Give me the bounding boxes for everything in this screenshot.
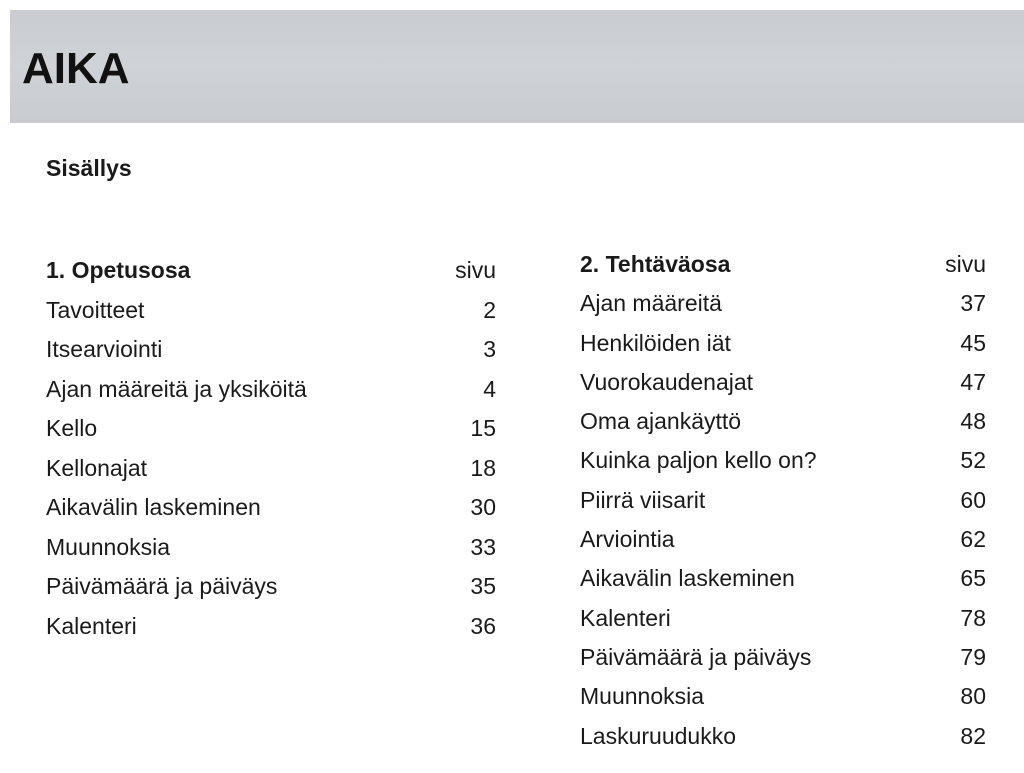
- toc-entry: [46, 370, 496, 410]
- page-title: AIKA: [22, 44, 130, 93]
- toc-entry: [46, 607, 496, 647]
- toc-entry: [46, 488, 496, 528]
- toc-entry-page: 35: [470, 573, 496, 599]
- toc-entry-page: 47: [960, 368, 986, 395]
- toc-entry-title: Henkilöiden iät: [580, 329, 731, 356]
- toc-entry-title: Itsearviointi: [46, 336, 163, 362]
- section-header: [46, 251, 496, 291]
- toc-entry: [580, 520, 986, 559]
- toc-entry-page: 80: [960, 683, 986, 710]
- toc-entry-title: Päivämäärä ja päiväys: [46, 573, 278, 599]
- toc-entry-title: Laskuruudukko: [580, 722, 736, 749]
- toc-entry-title: Kalenteri: [46, 612, 137, 639]
- toc-entry: [580, 481, 986, 520]
- page-column-label: sivu: [455, 257, 496, 283]
- toc-entry-page: 36: [470, 612, 496, 639]
- toc-entry: [580, 559, 986, 598]
- toc-entry-page: 33: [470, 533, 496, 560]
- toc-entry: [46, 449, 496, 489]
- toc-entry-page: 3: [483, 336, 496, 362]
- toc-entry-page: 18: [470, 454, 496, 481]
- toc-entry: [46, 409, 496, 449]
- toc-entry-page: 65: [960, 565, 986, 592]
- toc-entry: [580, 677, 986, 716]
- toc-entry-title: Kellonajat: [46, 454, 148, 481]
- toc-entry-title: Aikavälin laskeminen: [580, 565, 795, 592]
- toc-entry-page: 48: [960, 408, 986, 435]
- toc-entry: [580, 717, 986, 756]
- toc-entry-title: Arviointia: [580, 526, 675, 553]
- toc-entry: [580, 284, 986, 323]
- toc-entry: [580, 441, 986, 480]
- toc-heading: Sisällys: [46, 155, 132, 181]
- toc-entry: [46, 567, 496, 607]
- toc-entry-title: Päivämäärä ja päiväys: [580, 643, 812, 670]
- toc-entry-title: Kuinka paljon kello on?: [580, 447, 817, 474]
- toc-entry: [46, 291, 496, 331]
- section-title: 2. Tehtäväosa: [580, 251, 731, 277]
- toc-entry-title: Oma ajankäyttö: [580, 408, 742, 435]
- header-band: [10, 10, 1024, 123]
- section-title: 1. Opetusosa: [46, 257, 191, 283]
- toc-entry-title: Muunnoksia: [580, 683, 705, 710]
- toc-entry-title: Aikavälin laskeminen: [46, 494, 261, 520]
- toc-entry-page: 30: [470, 494, 496, 520]
- toc-entry: [580, 324, 986, 363]
- toc-entry-title: Vuorokaudenajat: [580, 368, 754, 395]
- toc-entry-title: Kello: [46, 415, 98, 441]
- toc-entry-page: 37: [960, 290, 986, 317]
- toc-entry-page: 78: [960, 604, 986, 631]
- toc-entry-title: Ajan määreitä ja yksiköitä: [46, 375, 307, 402]
- page-column-label: sivu: [945, 251, 986, 277]
- toc-entry-title: Muunnoksia: [46, 533, 171, 560]
- toc-entry: [580, 402, 986, 441]
- toc-entry-title: Kalenteri: [580, 604, 671, 631]
- toc-entry-page: 79: [960, 643, 986, 670]
- toc-entry-title: Tavoitteet: [46, 296, 145, 323]
- toc-entry-title: Ajan määreitä: [580, 290, 722, 317]
- toc-entry-page: 62: [960, 526, 986, 553]
- toc-entry-page: 15: [470, 415, 496, 441]
- toc-entry-page: 52: [960, 447, 986, 474]
- toc-entry-page: 82: [960, 722, 986, 749]
- toc-entry: [46, 330, 496, 370]
- toc-entry-page: 60: [960, 486, 986, 513]
- toc-entry: [46, 528, 496, 568]
- toc-entry: [580, 363, 986, 402]
- toc-section-tehtavaosa: [580, 245, 986, 756]
- toc-entry-page: 2: [483, 296, 496, 323]
- section-header: [580, 245, 986, 284]
- toc-section-opetusosa: [46, 251, 496, 646]
- toc-entry: [580, 638, 986, 677]
- toc-entry-page: 45: [960, 329, 986, 356]
- toc-entry: [580, 599, 986, 638]
- toc-entry-page: 4: [483, 375, 496, 402]
- toc-entry-title: Piirrä viisarit: [580, 486, 706, 513]
